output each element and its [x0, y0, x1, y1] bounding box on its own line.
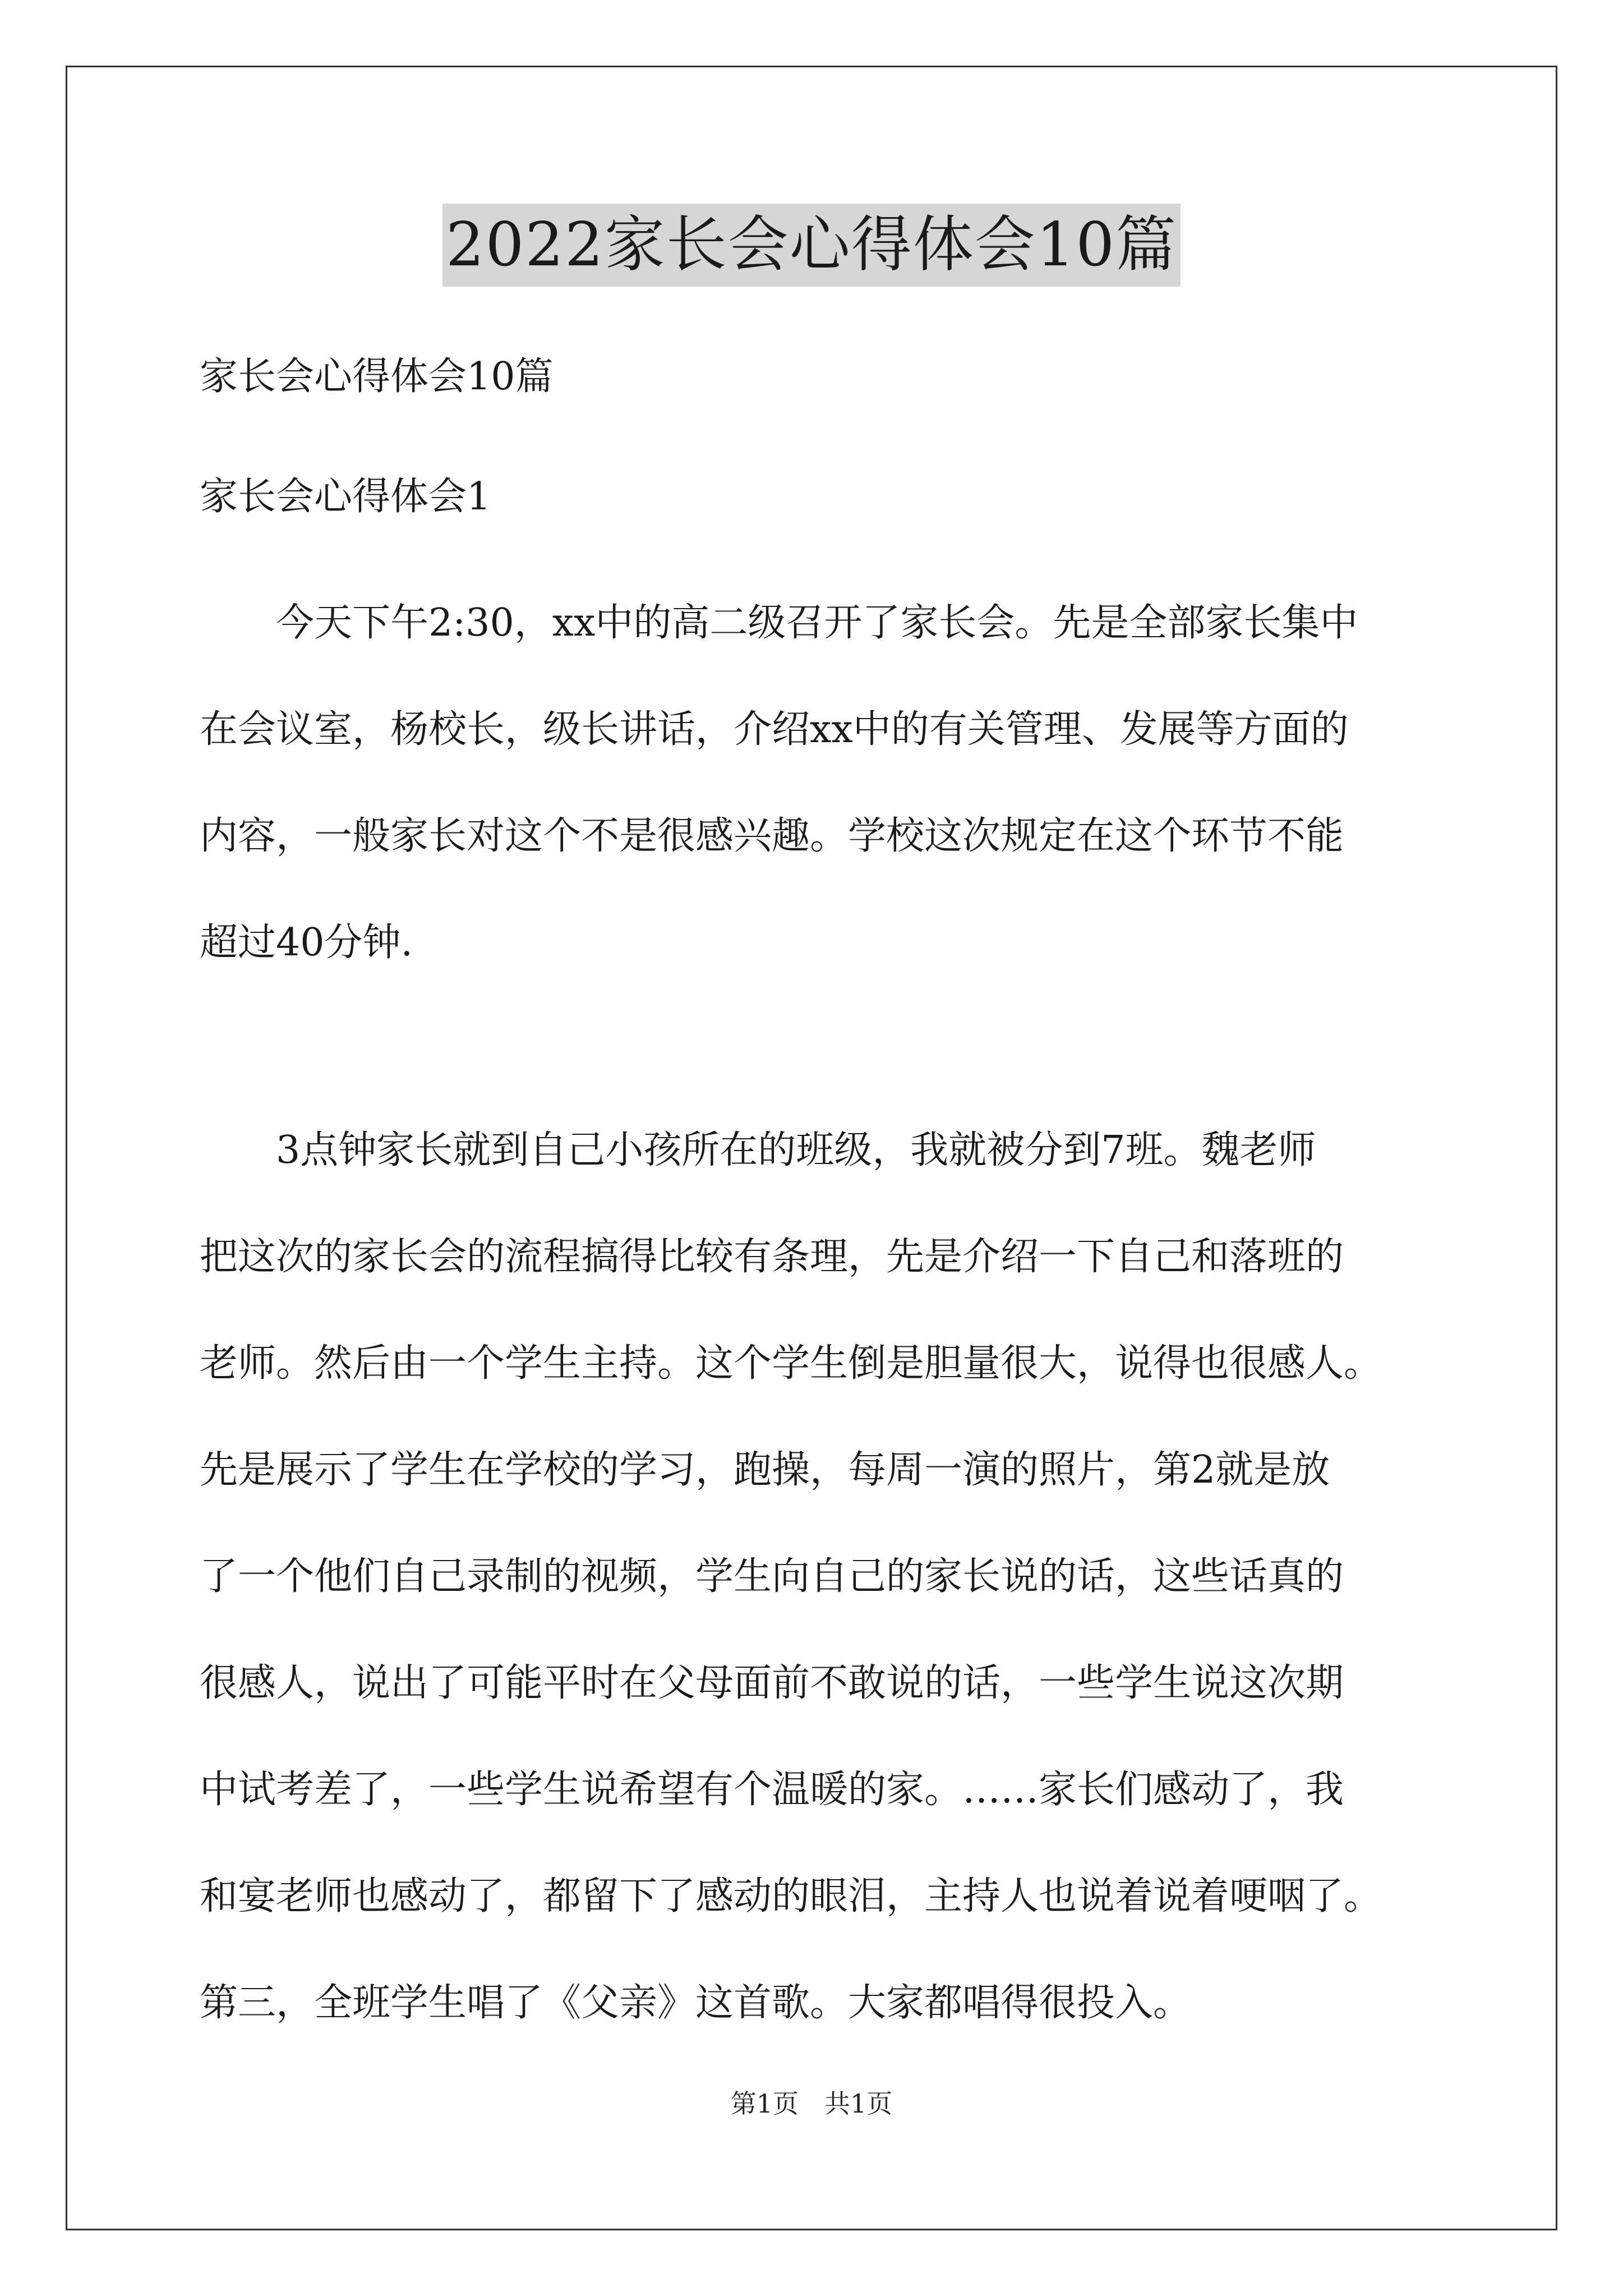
paragraph-line: 第三，全班学生唱了《父亲》这首歌。大家都唱得很投入。: [200, 1981, 1192, 2025]
paragraph-line: 老师。然后由一个学生主持。这个学生倒是胆量很大，说得也很感人。: [200, 1341, 1382, 1386]
main-heading: 家长会心得体会10篇: [200, 355, 554, 399]
document-title: 2022家长会心得体会10篇: [442, 204, 1181, 287]
paragraph-line: 超过40分钟.: [200, 921, 413, 965]
paragraph-line: 今天下午2:30，xx中的高二级召开了家长会。先是全部家长集中: [200, 601, 1358, 645]
paragraph-line: 和宴老师也感动了，都留下了感动的眼泪，主持人也说着说着哽咽了。: [200, 1874, 1382, 1918]
document-body: [200, 303, 1433, 2056]
paragraph-line: 在会议室，杨校长，级长讲话，介绍xx中的有关管理、发展等方面的: [200, 707, 1349, 752]
paragraph-line: 3点钟家长就到自己小孩所在的班级，我就被分到7班。魏老师: [200, 1128, 1316, 1172]
paragraph-line: 中试考差了，一些学生说希望有个温暖的家。……家长们感动了，我: [200, 1768, 1344, 1812]
section-heading: 家长会心得体会1: [200, 475, 491, 519]
paragraph-2: [200, 1097, 1433, 2056]
paragraph-line: 先是展示了学生在学校的学习，跑操，每周一演的照片，第2就是放: [200, 1448, 1330, 1492]
paragraph-line: 了一个他们自己录制的视频，学生向自己的家长说的话，这些话真的: [200, 1554, 1344, 1599]
paragraph-line: 把这次的家长会的流程搞得比较有条理，先是介绍一下自己和落班的: [200, 1235, 1344, 1279]
page-footer: [0, 2087, 1623, 2120]
paragraph-line: 很感人，说出了可能平时在父母面前不敢说的话，一些学生说这次期: [200, 1661, 1344, 1705]
title-container: [0, 204, 1623, 287]
page-number: 第1页 共1页: [730, 2088, 893, 2119]
paragraph-line: 内容，一般家长对这个不是很感兴趣。学校这次规定在这个环节不能: [200, 814, 1344, 858]
paragraph-1: [200, 570, 1433, 996]
